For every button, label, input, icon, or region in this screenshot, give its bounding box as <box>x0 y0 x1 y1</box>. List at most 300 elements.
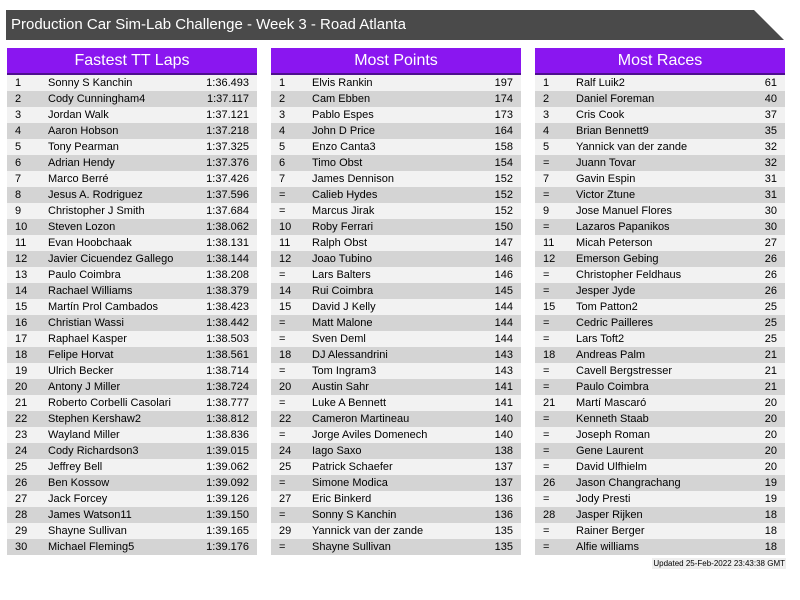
row-value: 25 <box>764 333 777 345</box>
row-position: 25 <box>15 461 28 473</box>
table-row <box>7 491 257 507</box>
row-driver-name: Lars Toft2 <box>576 333 625 345</box>
row-position: 2 <box>543 93 550 105</box>
table-row <box>535 347 785 363</box>
row-position: 1 <box>15 77 22 89</box>
table-row <box>271 395 521 411</box>
row-driver-name: Cris Cook <box>576 109 625 121</box>
table-row <box>271 331 521 347</box>
row-position: 5 <box>279 141 286 153</box>
row-value: 154 <box>494 157 513 169</box>
row-driver-name: Eric Binkerd <box>312 493 372 505</box>
row-driver-name: Martín Prol Cambados <box>48 301 159 313</box>
row-driver-name: James Watson11 <box>48 509 132 521</box>
row-position: 20 <box>15 381 28 393</box>
row-position: = <box>543 285 550 297</box>
table-row <box>535 331 785 347</box>
panel-most-points <box>271 48 521 555</box>
row-value: 40 <box>764 93 777 105</box>
table-row <box>535 283 785 299</box>
row-value: 1:37.684 <box>206 205 249 217</box>
row-position: 6 <box>279 157 286 169</box>
row-position: 30 <box>15 541 28 553</box>
row-driver-name: Tom Patton2 <box>576 301 638 313</box>
row-driver-name: Adrian Hendy <box>48 157 115 169</box>
row-position: 3 <box>15 109 22 121</box>
row-position: 28 <box>15 509 28 521</box>
row-position: 24 <box>15 445 28 457</box>
row-driver-name: Calieb Hydes <box>312 189 378 201</box>
row-driver-name: Cody Richardson3 <box>48 445 139 457</box>
row-driver-name: Felipe Horvat <box>48 349 114 361</box>
table-row <box>535 443 785 459</box>
table-row <box>7 219 257 235</box>
row-driver-name: Shayne Sullivan <box>48 525 127 537</box>
row-driver-name: Ben Kossow <box>48 477 110 489</box>
row-driver-name: Joao Tubino <box>312 253 372 265</box>
table-row <box>7 331 257 347</box>
row-value: 144 <box>494 301 513 313</box>
row-position: = <box>543 461 550 473</box>
table-row <box>271 491 521 507</box>
table-row <box>7 411 257 427</box>
row-driver-name: Jeffrey Bell <box>48 461 103 473</box>
row-value: 19 <box>764 493 777 505</box>
row-value: 20 <box>764 413 777 425</box>
table-row <box>7 427 257 443</box>
row-driver-name: Lars Balters <box>312 269 371 281</box>
table-row <box>535 379 785 395</box>
row-position: 4 <box>543 125 550 137</box>
table-row <box>271 219 521 235</box>
row-driver-name: Cameron Martineau <box>312 413 410 425</box>
table-row <box>271 523 521 539</box>
row-driver-name: Rui Coimbra <box>312 285 374 297</box>
row-position: = <box>279 509 286 521</box>
table-row <box>271 123 521 139</box>
row-driver-name: Jorge Aviles Domenech <box>312 429 428 441</box>
row-position: 2 <box>279 93 286 105</box>
row-position: 10 <box>15 221 28 233</box>
table-row <box>271 155 521 171</box>
row-value: 1:37.218 <box>206 125 249 137</box>
table-row <box>535 123 785 139</box>
table-row <box>7 523 257 539</box>
row-value: 30 <box>764 221 777 233</box>
row-value: 26 <box>764 253 777 265</box>
row-value: 18 <box>764 509 777 521</box>
row-position: = <box>279 477 286 489</box>
row-value: 137 <box>494 477 513 489</box>
row-value: 26 <box>764 285 777 297</box>
row-position: 15 <box>15 301 28 313</box>
table-row <box>271 363 521 379</box>
row-position: = <box>543 525 550 537</box>
row-position: 26 <box>543 477 556 489</box>
table-row <box>535 363 785 379</box>
updated-timestamp: Updated 25-Feb-2022 23:43:38 GMT <box>653 559 785 568</box>
table-row <box>7 107 257 123</box>
row-driver-name: Cam Ebben <box>312 93 371 105</box>
table-row <box>535 139 785 155</box>
row-position: 18 <box>543 349 556 361</box>
table-row <box>271 347 521 363</box>
row-value: 138 <box>494 445 513 457</box>
row-value: 1:39.015 <box>206 445 249 457</box>
table-row <box>7 203 257 219</box>
row-driver-name: Jody Presti <box>576 493 631 505</box>
table-row <box>271 379 521 395</box>
table-row <box>271 283 521 299</box>
row-position: 29 <box>15 525 28 537</box>
row-value: 135 <box>494 525 513 537</box>
row-value: 20 <box>764 461 777 473</box>
leaderboard-rows <box>7 75 257 555</box>
row-driver-name: Juann Tovar <box>576 157 636 169</box>
row-driver-name: Antony J Miller <box>48 381 121 393</box>
row-position: = <box>543 333 550 345</box>
row-driver-name: Javier Cicuendez Gallego <box>48 253 174 265</box>
row-driver-name: Tony Pearman <box>48 141 119 153</box>
row-value: 1:39.176 <box>206 541 249 553</box>
row-value: 20 <box>764 445 777 457</box>
row-driver-name: Stephen Kershaw2 <box>48 413 141 425</box>
row-driver-name: Sonny S Kanchin <box>312 509 397 521</box>
row-value: 1:37.426 <box>206 173 249 185</box>
row-position: 29 <box>279 525 292 537</box>
row-position: 7 <box>543 173 550 185</box>
table-row <box>271 91 521 107</box>
table-row <box>7 363 257 379</box>
row-driver-name: Kenneth Staab <box>576 413 649 425</box>
row-value: 144 <box>494 333 513 345</box>
table-row <box>7 283 257 299</box>
row-position: 1 <box>543 77 550 89</box>
table-row <box>535 523 785 539</box>
table-row <box>271 203 521 219</box>
row-value: 35 <box>764 125 777 137</box>
row-driver-name: Paulo Coimbra <box>576 381 649 393</box>
row-value: 30 <box>764 205 777 217</box>
row-value: 61 <box>764 77 777 89</box>
table-row <box>7 187 257 203</box>
row-driver-name: John D Price <box>312 125 375 137</box>
table-row <box>535 427 785 443</box>
row-value: 136 <box>494 509 513 521</box>
row-position: 15 <box>279 301 292 313</box>
row-value: 1:38.208 <box>206 269 249 281</box>
row-position: 12 <box>279 253 292 265</box>
row-value: 19 <box>764 477 777 489</box>
row-position: 11 <box>15 237 27 249</box>
table-row <box>7 347 257 363</box>
row-value: 37 <box>764 109 777 121</box>
row-value: 197 <box>494 77 513 89</box>
row-value: 1:37.117 <box>206 93 249 105</box>
row-value: 1:39.126 <box>206 493 249 505</box>
row-driver-name: Roby Ferrari <box>312 221 374 233</box>
row-value: 21 <box>764 381 777 393</box>
row-driver-name: Lazaros Papanikos <box>576 221 670 233</box>
row-position: 11 <box>543 237 555 249</box>
row-value: 147 <box>494 237 513 249</box>
row-value: 18 <box>764 541 777 553</box>
row-value: 140 <box>494 429 513 441</box>
row-driver-name: Jose Manuel Flores <box>576 205 672 217</box>
row-position: = <box>543 189 550 201</box>
row-position: 4 <box>279 125 286 137</box>
table-row <box>535 91 785 107</box>
table-row <box>7 91 257 107</box>
row-driver-name: Wayland Miller <box>48 429 120 441</box>
row-position: 25 <box>279 461 292 473</box>
row-position: 3 <box>543 109 550 121</box>
row-value: 1:38.836 <box>206 429 249 441</box>
row-driver-name: Austin Sahr <box>312 381 369 393</box>
row-driver-name: Luke A Bennett <box>312 397 387 409</box>
table-row <box>271 411 521 427</box>
row-driver-name: Iago Saxo <box>312 445 362 457</box>
table-row <box>271 171 521 187</box>
row-driver-name: Jack Forcey <box>48 493 108 505</box>
row-driver-name: Sven Deml <box>312 333 366 345</box>
row-value: 32 <box>764 157 777 169</box>
row-value: 32 <box>764 141 777 153</box>
row-position: 4 <box>15 125 22 137</box>
row-value: 26 <box>764 269 777 281</box>
row-position: 27 <box>15 493 28 505</box>
table-row <box>7 235 257 251</box>
row-position: = <box>279 365 286 377</box>
row-value: 1:38.144 <box>206 253 249 265</box>
panel-title: Most Points <box>271 48 521 75</box>
row-position: 20 <box>279 381 292 393</box>
row-value: 143 <box>494 349 513 361</box>
row-driver-name: Emerson Gebing <box>576 253 659 265</box>
row-position: 14 <box>279 285 292 297</box>
row-position: 9 <box>543 205 550 217</box>
row-value: 135 <box>494 541 513 553</box>
row-driver-name: Gene Laurent <box>576 445 644 457</box>
table-row <box>535 267 785 283</box>
row-position: 14 <box>15 285 28 297</box>
table-row <box>271 267 521 283</box>
row-value: 31 <box>764 189 777 201</box>
row-position: 12 <box>15 253 28 265</box>
table-row <box>271 539 521 555</box>
table-row <box>535 155 785 171</box>
table-row <box>535 475 785 491</box>
row-position: = <box>543 269 550 281</box>
table-row <box>271 251 521 267</box>
table-row <box>535 507 785 523</box>
row-driver-name: Micah Peterson <box>576 237 653 249</box>
row-driver-name: Pablo Espes <box>312 109 374 121</box>
row-value: 152 <box>494 173 513 185</box>
row-value: 1:38.442 <box>206 317 249 329</box>
row-position: 16 <box>15 317 28 329</box>
row-driver-name: Raphael Kasper <box>48 333 127 345</box>
table-row <box>271 459 521 475</box>
row-value: 21 <box>764 365 777 377</box>
row-position: 22 <box>279 413 292 425</box>
row-driver-name: Jesus A. Rodriguez <box>48 189 143 201</box>
row-value: 1:37.121 <box>206 109 249 121</box>
table-row <box>7 443 257 459</box>
row-value: 1:39.062 <box>206 461 249 473</box>
row-value: 18 <box>764 525 777 537</box>
table-row <box>7 379 257 395</box>
row-position: 11 <box>279 237 291 249</box>
row-value: 1:38.812 <box>206 413 249 425</box>
row-position: = <box>543 413 550 425</box>
table-row <box>535 171 785 187</box>
row-driver-name: Christopher J Smith <box>48 205 145 217</box>
row-value: 1:38.503 <box>206 333 249 345</box>
row-driver-name: DJ Alessandrini <box>312 349 388 361</box>
table-row <box>7 395 257 411</box>
row-position: 26 <box>15 477 28 489</box>
row-value: 146 <box>494 253 513 265</box>
row-position: = <box>543 317 550 329</box>
page-title: Production Car Sim-Lab Challenge - Week 3 - Road Atlanta <box>11 16 406 33</box>
row-driver-name: Paulo Coimbra <box>48 269 121 281</box>
row-driver-name: Daniel Foreman <box>576 93 655 105</box>
row-position: 6 <box>15 157 22 169</box>
row-position: = <box>279 269 286 281</box>
table-row <box>7 299 257 315</box>
row-value: 150 <box>494 221 513 233</box>
table-row <box>271 187 521 203</box>
table-row <box>535 299 785 315</box>
row-driver-name: Evan Hoobchaak <box>48 237 132 249</box>
row-position: 1 <box>279 77 286 89</box>
table-row <box>7 171 257 187</box>
row-value: 1:38.423 <box>206 301 249 313</box>
table-row <box>535 75 785 91</box>
row-position: = <box>279 429 286 441</box>
row-value: 158 <box>494 141 513 153</box>
row-driver-name: David J Kelly <box>312 301 376 313</box>
row-value: 1:39.092 <box>206 477 249 489</box>
row-position: = <box>279 317 286 329</box>
row-value: 1:37.596 <box>206 189 249 201</box>
row-position: = <box>543 365 550 377</box>
row-driver-name: Michael Fleming5 <box>48 541 135 553</box>
row-value: 164 <box>494 125 513 137</box>
row-value: 25 <box>764 317 777 329</box>
row-position: 13 <box>15 269 28 281</box>
table-row <box>271 75 521 91</box>
table-row <box>7 139 257 155</box>
leaderboard-rows <box>271 75 521 555</box>
row-driver-name: Steven Lozon <box>48 221 116 233</box>
row-position: = <box>543 429 550 441</box>
table-row <box>535 411 785 427</box>
row-driver-name: Jesper Jyde <box>576 285 636 297</box>
row-value: 21 <box>764 349 777 361</box>
row-driver-name: Matt Malone <box>312 317 373 329</box>
row-driver-name: Simone Modica <box>312 477 388 489</box>
row-driver-name: Yannick van der zande <box>312 525 424 537</box>
table-row <box>535 491 785 507</box>
row-position: 17 <box>15 333 28 345</box>
row-value: 145 <box>494 285 513 297</box>
row-position: = <box>279 333 286 345</box>
table-row <box>535 187 785 203</box>
row-value: 27 <box>764 237 777 249</box>
row-position: 12 <box>543 253 556 265</box>
title-banner <box>6 10 784 40</box>
row-driver-name: Roberto Corbelli Casolari <box>48 397 171 409</box>
row-value: 1:38.561 <box>206 349 249 361</box>
row-driver-name: Ralph Obst <box>312 237 368 249</box>
row-value: 20 <box>764 429 777 441</box>
row-value: 1:38.379 <box>206 285 249 297</box>
row-value: 137 <box>494 461 513 473</box>
row-position: = <box>543 493 550 505</box>
row-position: = <box>543 445 550 457</box>
row-value: 1:37.325 <box>206 141 249 153</box>
row-driver-name: Joseph Roman <box>576 429 650 441</box>
row-position: = <box>543 541 550 553</box>
row-driver-name: Alfie williams <box>576 541 639 553</box>
row-value: 141 <box>494 381 513 393</box>
table-row <box>535 203 785 219</box>
row-position: 18 <box>15 349 28 361</box>
table-row <box>271 299 521 315</box>
row-position: = <box>279 189 286 201</box>
table-row <box>535 539 785 555</box>
row-driver-name: Ralf Luik2 <box>576 77 625 89</box>
row-position: 7 <box>15 173 22 185</box>
table-row <box>7 75 257 91</box>
row-value: 1:37.376 <box>206 157 249 169</box>
table-row <box>535 235 785 251</box>
table-row <box>535 395 785 411</box>
row-position: = <box>543 157 550 169</box>
table-row <box>7 507 257 523</box>
row-driver-name: Yannick van der zande <box>576 141 688 153</box>
table-row <box>271 235 521 251</box>
row-driver-name: Victor Ztune <box>576 189 636 201</box>
row-driver-name: Cedric Pailleres <box>576 317 654 329</box>
table-row <box>271 427 521 443</box>
row-position: 5 <box>15 141 22 153</box>
table-row <box>271 315 521 331</box>
table-row <box>535 315 785 331</box>
table-row <box>271 475 521 491</box>
row-value: 143 <box>494 365 513 377</box>
row-position: 19 <box>15 365 28 377</box>
row-position: 21 <box>543 397 556 409</box>
row-driver-name: Gavin Espin <box>576 173 636 185</box>
row-driver-name: James Dennison <box>312 173 394 185</box>
row-driver-name: Marcus Jirak <box>312 205 375 217</box>
table-row <box>271 507 521 523</box>
row-driver-name: Christopher Feldhaus <box>576 269 682 281</box>
table-row <box>7 475 257 491</box>
table-row <box>535 251 785 267</box>
table-row <box>7 267 257 283</box>
row-value: 173 <box>494 109 513 121</box>
row-driver-name: Cody Cunningham4 <box>48 93 146 105</box>
row-value: 20 <box>764 397 777 409</box>
row-position: 15 <box>543 301 556 313</box>
row-driver-name: Sonny S Kanchin <box>48 77 133 89</box>
row-driver-name: Martí Mascaró <box>576 397 647 409</box>
row-driver-name: Brian Bennett9 <box>576 125 649 137</box>
